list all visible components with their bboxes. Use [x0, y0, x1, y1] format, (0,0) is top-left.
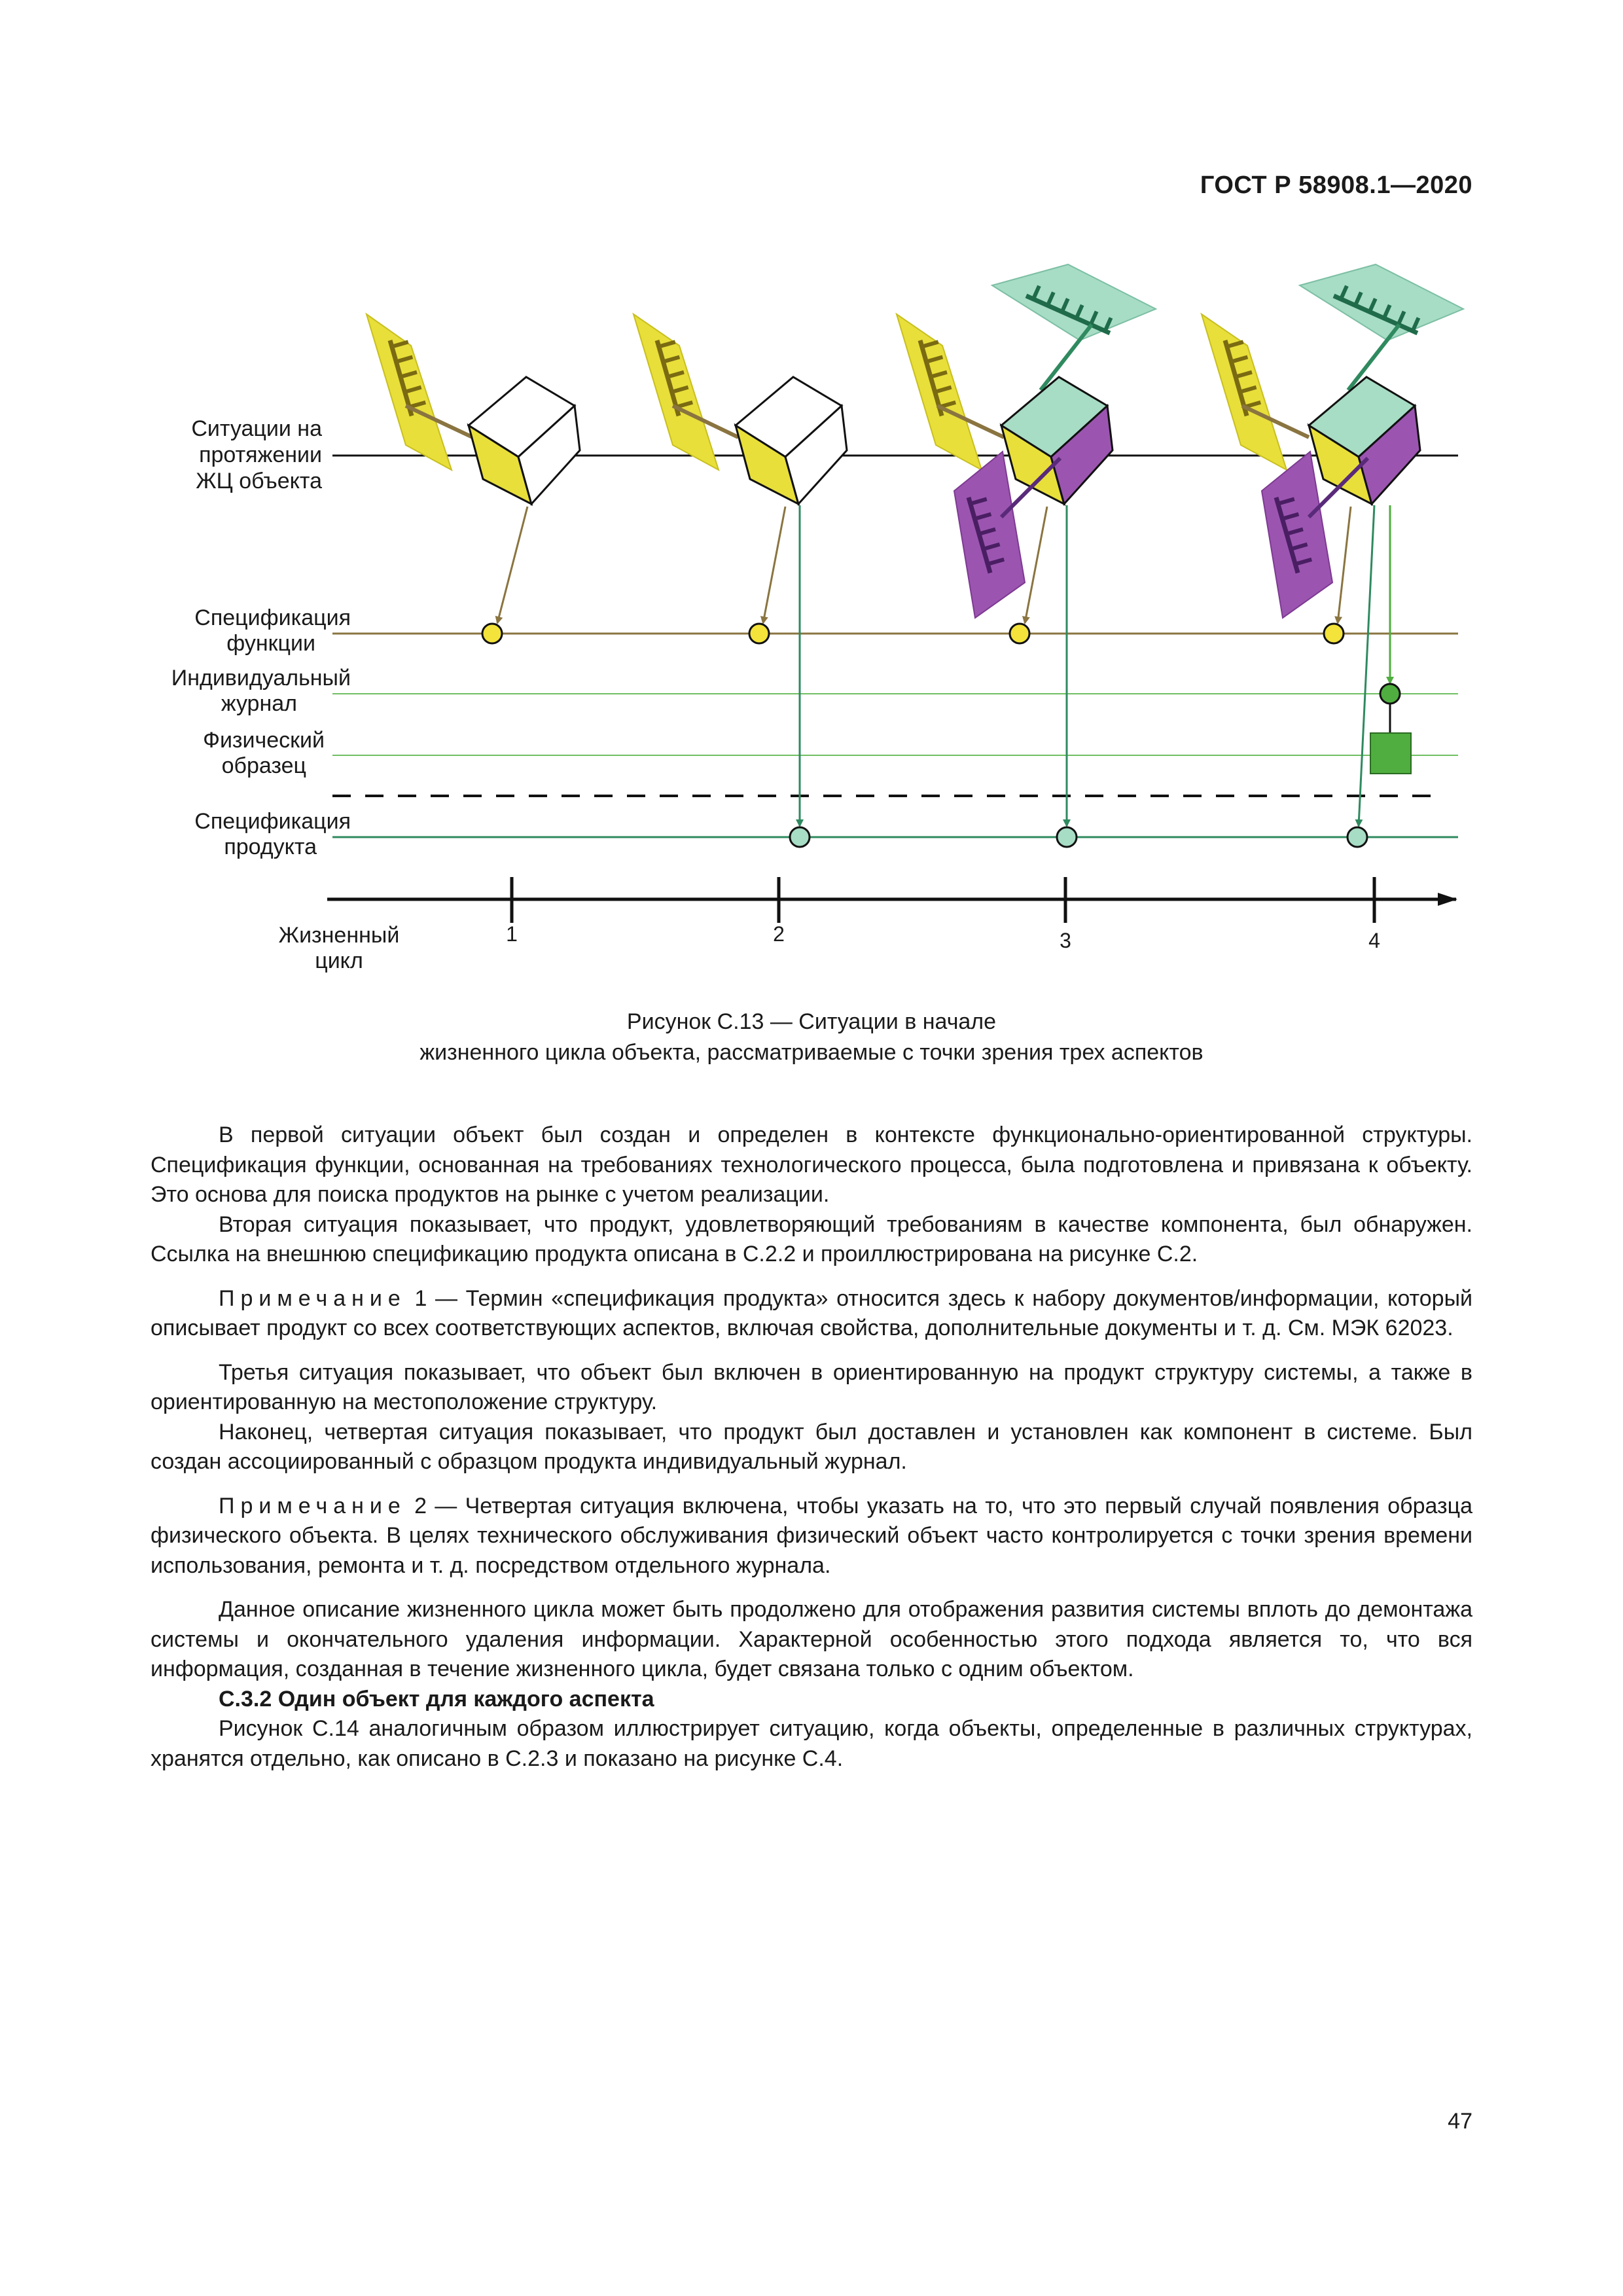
tick-label-2: 2 [773, 922, 785, 946]
function-spec-arrow [497, 507, 527, 623]
product-spec-point [1347, 827, 1367, 847]
physical-sample-box [1370, 733, 1411, 774]
label-life-cycle-1: Жизненный [278, 923, 400, 948]
situation-1 [366, 314, 580, 643]
figure-caption [151, 1007, 1472, 1068]
lifecycle-figure [0, 0, 1623, 1001]
body-text [151, 1121, 1472, 1774]
tick-label-4: 4 [1368, 929, 1380, 952]
tick-label-1: 1 [506, 922, 518, 946]
note-1-text: 1 — Термин «спецификация продукта» относится здесь к набору документов/информации, который описывает продукт со всех соответствующих аспектов, включая свойства, дополнительные документы и т. д. См. МЭК 62023. [151, 1285, 1472, 1340]
paragraph-4: Наконец, четвертая ситуация показывает, что продукт был доставлен и установлен как компонент в системе. Был создан ассоциированный с образцом продукта индивидуальный журнал. [151, 1419, 1472, 1474]
label-physical-sample-1: Физический [203, 728, 325, 753]
product-doc-sheet [992, 264, 1156, 340]
label-product-spec-2: продукта [224, 834, 317, 859]
label-life-cycle-2: цикл [315, 948, 363, 973]
label-situations-1: Ситуации на [191, 416, 322, 441]
function-spec-point [749, 624, 769, 643]
page-number: 47 [1448, 2109, 1472, 2134]
document-header: ГОСТ Р 58908.1—2020 [1200, 171, 1472, 199]
note-1-label: Примечание [219, 1285, 406, 1311]
situation-4 [1202, 264, 1463, 847]
label-situations-3: ЖЦ объекта [196, 469, 322, 493]
label-function-spec-2: функции [226, 631, 315, 656]
product-doc-sheet [1300, 264, 1463, 340]
caption-line-2: жизненного цикла объекта, рассматриваемые с точки зрения трех аспектов [419, 1040, 1204, 1065]
subheading-c32: С.3.2 Один объект для каждого аспекта [219, 1686, 654, 1712]
function-spec-point [1324, 624, 1344, 643]
label-individual-log-1: Индивидуальный [171, 666, 351, 691]
paragraph-5: Данное описание жизненного цикла может быть продолжено для отображения развития системы вплоть до демонтажа системы и окончательного удаления информации. Характерной особенностью этого подхода является то, что вся информация, созданная в течение жизненного цикла, будет связана только с одним объектом. [151, 1597, 1472, 1681]
paragraph-6: Рисунок С.14 аналогичным образом иллюстрирует ситуацию, когда объекты, определенные в различных структурах, хранятся отдельно, как описано в С.2.3 и показано на рисунке С.4. [151, 1716, 1472, 1771]
caption-line-1: Рисунок С.13 — Ситуации в начале [626, 1009, 997, 1034]
product-spec-point [1057, 827, 1077, 847]
function-spec-point [482, 624, 502, 643]
paragraph-1: В первой ситуации объект был создан и определен в контексте функционально-ориентированной структуры. Спецификация функции, основанная на требованиях технологического процесса, была подготовлена и привязана к объекту. Это основа для поиска продуктов на рынке с учетом реализации. [151, 1122, 1472, 1207]
function-spec-arrow [763, 507, 785, 623]
label-function-spec-1: Спецификация [194, 605, 351, 630]
label-situations-2: протяжении [199, 442, 322, 467]
note-2-text: 2 — Четвертая ситуация включена, чтобы указать на то, что это первый случай появления образца физического объекта. В целях технического обслуживания физический объект часто контролируется с точки зрения времени использования, ремонта и т. д. посредством отдельного журнала. [151, 1493, 1472, 1578]
product-spec-arrow [1359, 505, 1374, 826]
note-1 [151, 1284, 1472, 1344]
label-individual-log-2: журнал [221, 691, 297, 716]
note-2-label: Примечание [219, 1493, 406, 1518]
paragraph-3: Третья ситуация показывает, что объект был включен в ориентированную на продукт структуру системы, а также в ориентированную на местоположение структуру. [151, 1359, 1472, 1414]
label-physical-sample-2: образец [221, 753, 306, 778]
function-spec-arrow [1338, 507, 1351, 623]
product-spec-point [790, 827, 810, 847]
situation-3 [897, 264, 1156, 847]
tick-label-3: 3 [1060, 929, 1071, 952]
paragraph-2: Вторая ситуация показывает, что продукт, удовлетворяющий требованиям в качестве компонента, был обнаружен. Ссылка на внешнюю спецификацию продукта описана в С.2.2 и проиллюстрирована на рисунке С.2. [151, 1211, 1472, 1266]
note-2 [151, 1492, 1472, 1581]
function-spec-arrow [1025, 507, 1047, 623]
function-spec-point [1010, 624, 1029, 643]
label-product-spec-1: Спецификация [194, 809, 351, 834]
situation-2 [633, 314, 847, 847]
individual-log-point [1380, 684, 1400, 704]
